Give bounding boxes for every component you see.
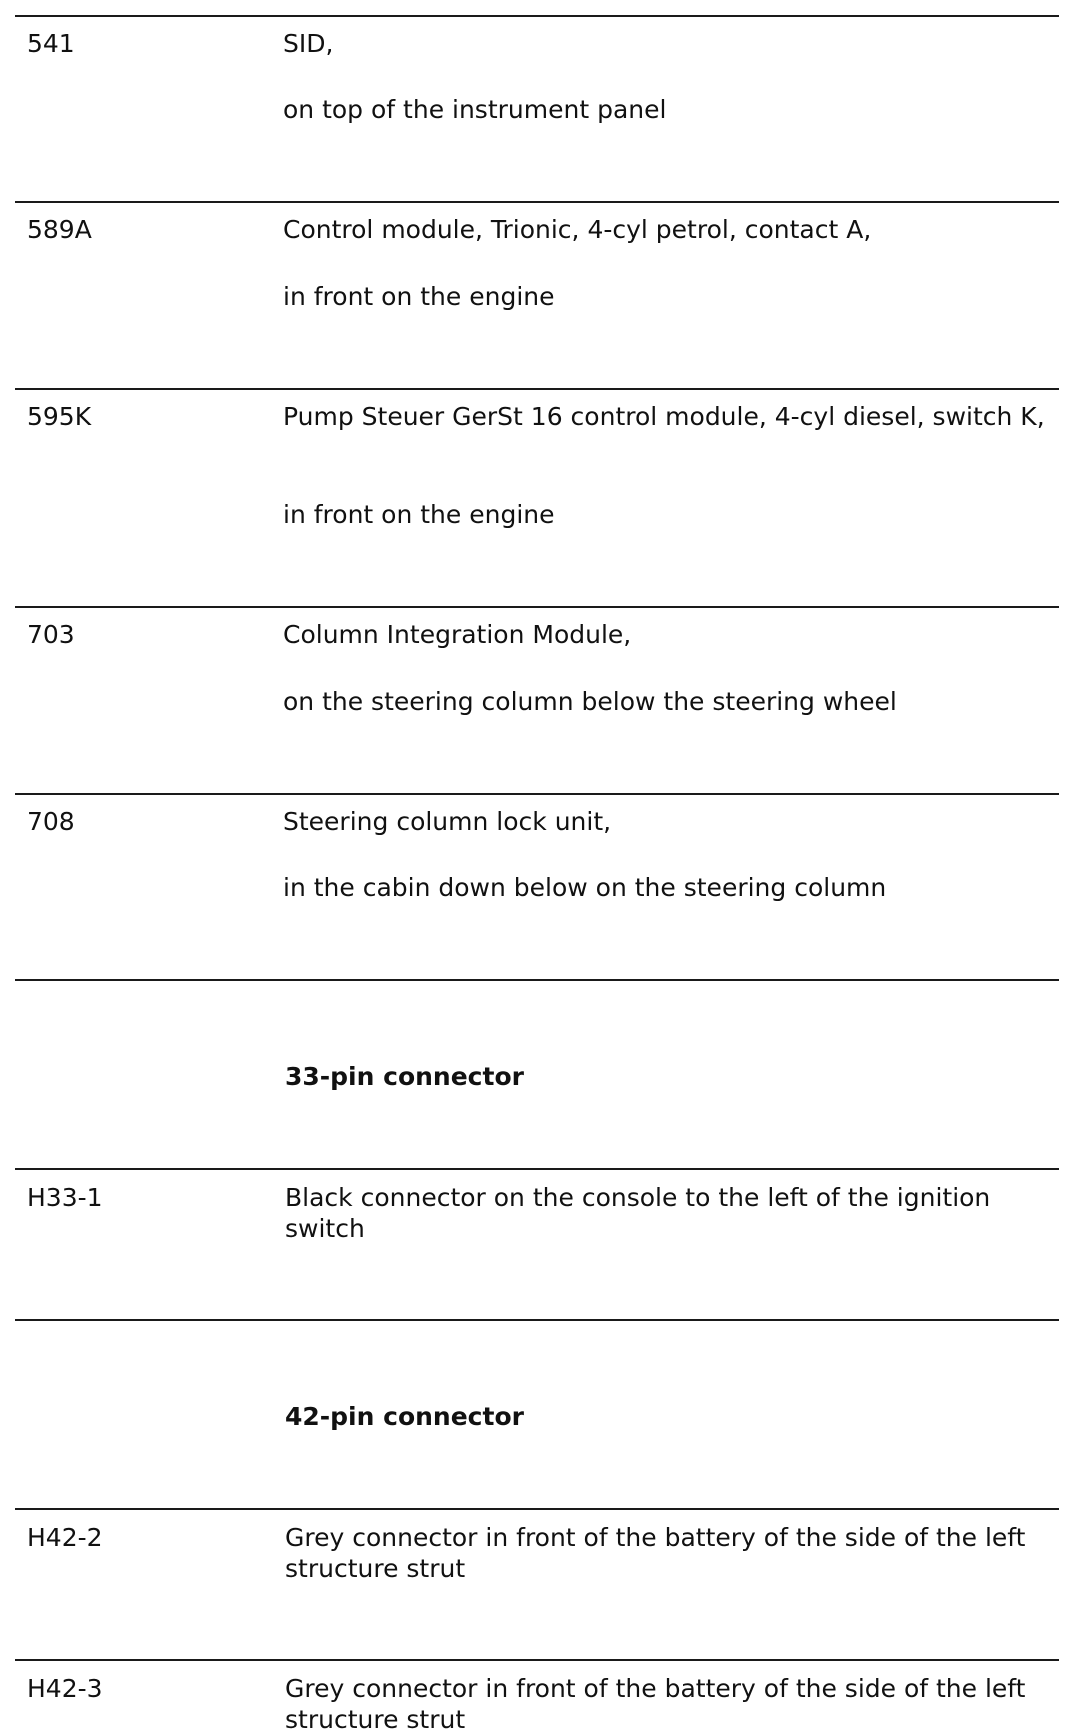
row-divider	[15, 793, 1059, 795]
row-divider	[15, 979, 1059, 981]
component-location: on top of the instrument panel	[283, 95, 667, 124]
component-code: 589A	[27, 215, 92, 244]
component-description: SID,	[283, 29, 334, 58]
component-description: Column Integration Module,	[283, 620, 632, 649]
row-divider	[15, 1168, 1059, 1170]
row-divider	[15, 1659, 1059, 1661]
row-divider	[15, 201, 1059, 203]
component-description: Pump Steuer GerSt 16 control module, 4-cyl diesel, switch K,	[283, 402, 1045, 431]
component-description: Black connector on the console to the left of the ignition switch	[285, 1183, 991, 1243]
component-location: on the steering column below the steering wheel	[283, 687, 897, 716]
component-location: in front on the engine	[283, 500, 555, 529]
component-code: 541	[27, 29, 75, 58]
component-location: in the cabin down below on the steering column	[283, 873, 887, 902]
row-divider	[15, 15, 1059, 17]
component-code: H42-3	[27, 1674, 103, 1703]
component-description: Grey connector in front of the battery of the side of the left structure strut	[285, 1523, 1026, 1583]
row-divider	[15, 606, 1059, 608]
component-code: 703	[27, 620, 75, 649]
row-divider	[15, 388, 1059, 390]
component-description: Grey connector in front of the battery of the side of the left structure strut	[285, 1674, 1026, 1734]
component-code: H42-2	[27, 1523, 103, 1552]
component-code: 708	[27, 807, 75, 836]
component-description: Steering column lock unit,	[283, 807, 612, 836]
section-heading: 42-pin connector	[285, 1402, 524, 1431]
row-divider	[15, 1508, 1059, 1510]
component-description: Control module, Trionic, 4-cyl petrol, contact A,	[283, 215, 872, 244]
component-code: H33-1	[27, 1183, 103, 1212]
section-heading: 33-pin connector	[285, 1062, 524, 1091]
component-code: 595K	[27, 402, 92, 431]
row-divider	[15, 1319, 1059, 1321]
component-location: in front on the engine	[283, 282, 555, 311]
